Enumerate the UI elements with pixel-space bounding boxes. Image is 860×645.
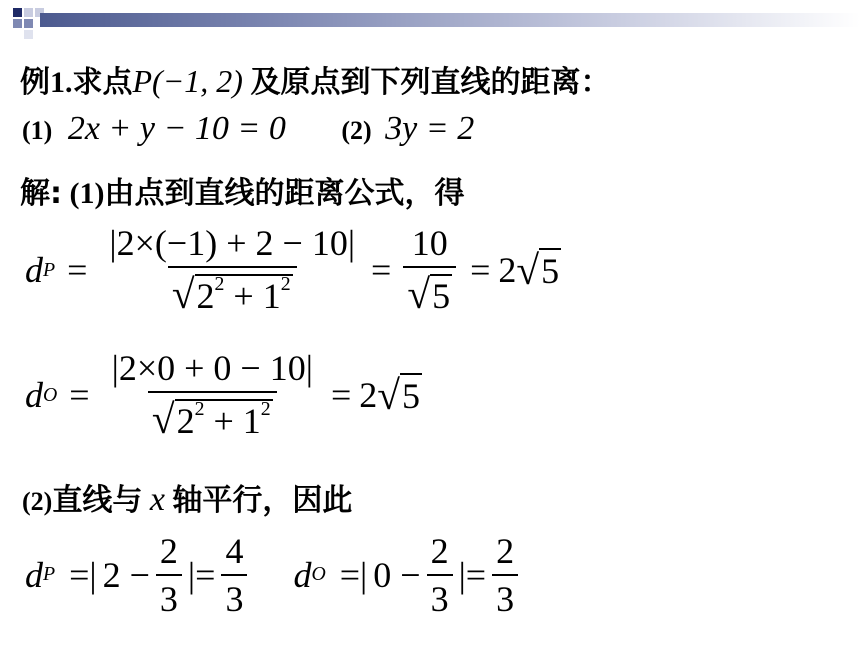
dp-numerator: 2×(−1) + 2 − 10	[116, 223, 348, 263]
part2-var: x	[149, 481, 165, 518]
part2-label: (2)	[341, 116, 372, 145]
final-dp-sub: P	[43, 563, 56, 585]
final-do-result	[492, 530, 518, 620]
final-dp-res-num: 4	[225, 530, 244, 571]
dp-result-root: 5	[539, 248, 561, 292]
dp-den-exp2: 2	[280, 273, 291, 296]
example-text-b: 及原点到下列直线的距离：	[250, 65, 611, 100]
dp-den-base: 2	[196, 276, 215, 316]
final-do-sub: O	[311, 563, 326, 585]
do-den-base: 2	[176, 401, 195, 441]
do-result: 2	[359, 375, 378, 415]
solution-part1-text: 由点到直线的距离公式，得	[104, 176, 465, 211]
header-square-1	[13, 8, 22, 17]
dp-lhs: d	[25, 250, 43, 290]
part1-label: (1)	[22, 116, 53, 145]
part2-text-a: 直线与	[52, 483, 143, 518]
final-do-fraction	[427, 530, 453, 620]
final-dp-frac-den: 3	[156, 574, 182, 620]
dp-result: 2	[498, 250, 517, 290]
do-den-plus: + 1	[213, 401, 261, 441]
do-den-exp1: 2	[194, 398, 205, 421]
header-square-3	[24, 19, 33, 28]
final-do-lhs: d	[293, 554, 312, 595]
dp-den-plus: + 1	[233, 276, 281, 316]
final-dp-expr: 2 −	[102, 554, 150, 595]
dp-sub: P	[43, 258, 56, 281]
header-bar	[40, 13, 860, 27]
example-prefix: 例	[20, 65, 50, 100]
parts-line	[22, 110, 474, 148]
part2-equation: 3y = 2	[385, 110, 475, 147]
final-do-frac-den: 3	[427, 574, 453, 620]
dp-mid-denominator: 5	[432, 276, 451, 316]
final-dp-fraction	[156, 530, 182, 620]
final-dp-res-den: 3	[221, 574, 247, 620]
final-dp-lhs: d	[25, 554, 43, 595]
dp-mid-numerator: 10	[411, 223, 448, 263]
header-square-6	[24, 30, 33, 39]
final-do-frac-num: 2	[430, 530, 449, 571]
header-square-2	[24, 8, 33, 17]
final-dp-result	[221, 530, 247, 620]
solution-label: 解:	[20, 176, 62, 211]
dp-fraction: $\frac{|2\times(-1) + 2 - 10|}{√2^2 + 1^2}$	[109, 223, 356, 317]
do-den-exp2: 2	[260, 398, 271, 421]
do-result-root: 5	[400, 373, 422, 417]
equation-dp: d P = $\frac{|2\times(-1) + 2 - 10|}{√2^2 + 1^2}$ = $\frac{10}{√5}$ = 2 √ 5	[25, 223, 560, 317]
final-do-res-num: 2	[496, 530, 515, 571]
final-do-expr: 0 −	[373, 554, 421, 595]
do-numerator: 2×0 + 0 − 10	[118, 348, 306, 388]
part2-text-b: 轴平行，因此	[172, 483, 353, 518]
part2-header-label: (2)	[22, 487, 53, 516]
solution-part1-label: (1)	[69, 177, 105, 210]
do-lhs: d	[25, 375, 43, 415]
example-text-a: 求点	[72, 65, 133, 100]
solution-line	[20, 168, 464, 212]
do-sub: O	[43, 383, 58, 406]
part2-line	[22, 475, 352, 519]
do-fraction: $\frac{|2\times 0 + 0 - 10|}{√2^2 + 1^2}$	[111, 348, 313, 442]
final-dp-frac-num: 2	[159, 530, 178, 571]
equation-do: d O = $\frac{|2\times 0 + 0 - 10|}{√2^2 + 1^2}$ = 2 √ 5	[25, 348, 420, 442]
part1-equation: 2x + y − 10 = 0	[67, 110, 286, 147]
example-point: P(−1, 2)	[132, 63, 243, 99]
equation-final: d P =| 2 − $\frac{2}{3}$ |= $\frac{4}{3}$ d O =| 0 − $\frac{2}{3}$ |= $\frac{2}{3}$	[25, 522, 524, 627]
dp-mid-fraction: $\frac{10}{√5}$	[403, 222, 456, 318]
example-title	[20, 57, 610, 101]
dp-den-exp1: 2	[214, 273, 225, 296]
example-number: 1.	[50, 66, 73, 99]
header-square-5	[13, 19, 22, 28]
final-do-res-den: 3	[492, 574, 518, 620]
